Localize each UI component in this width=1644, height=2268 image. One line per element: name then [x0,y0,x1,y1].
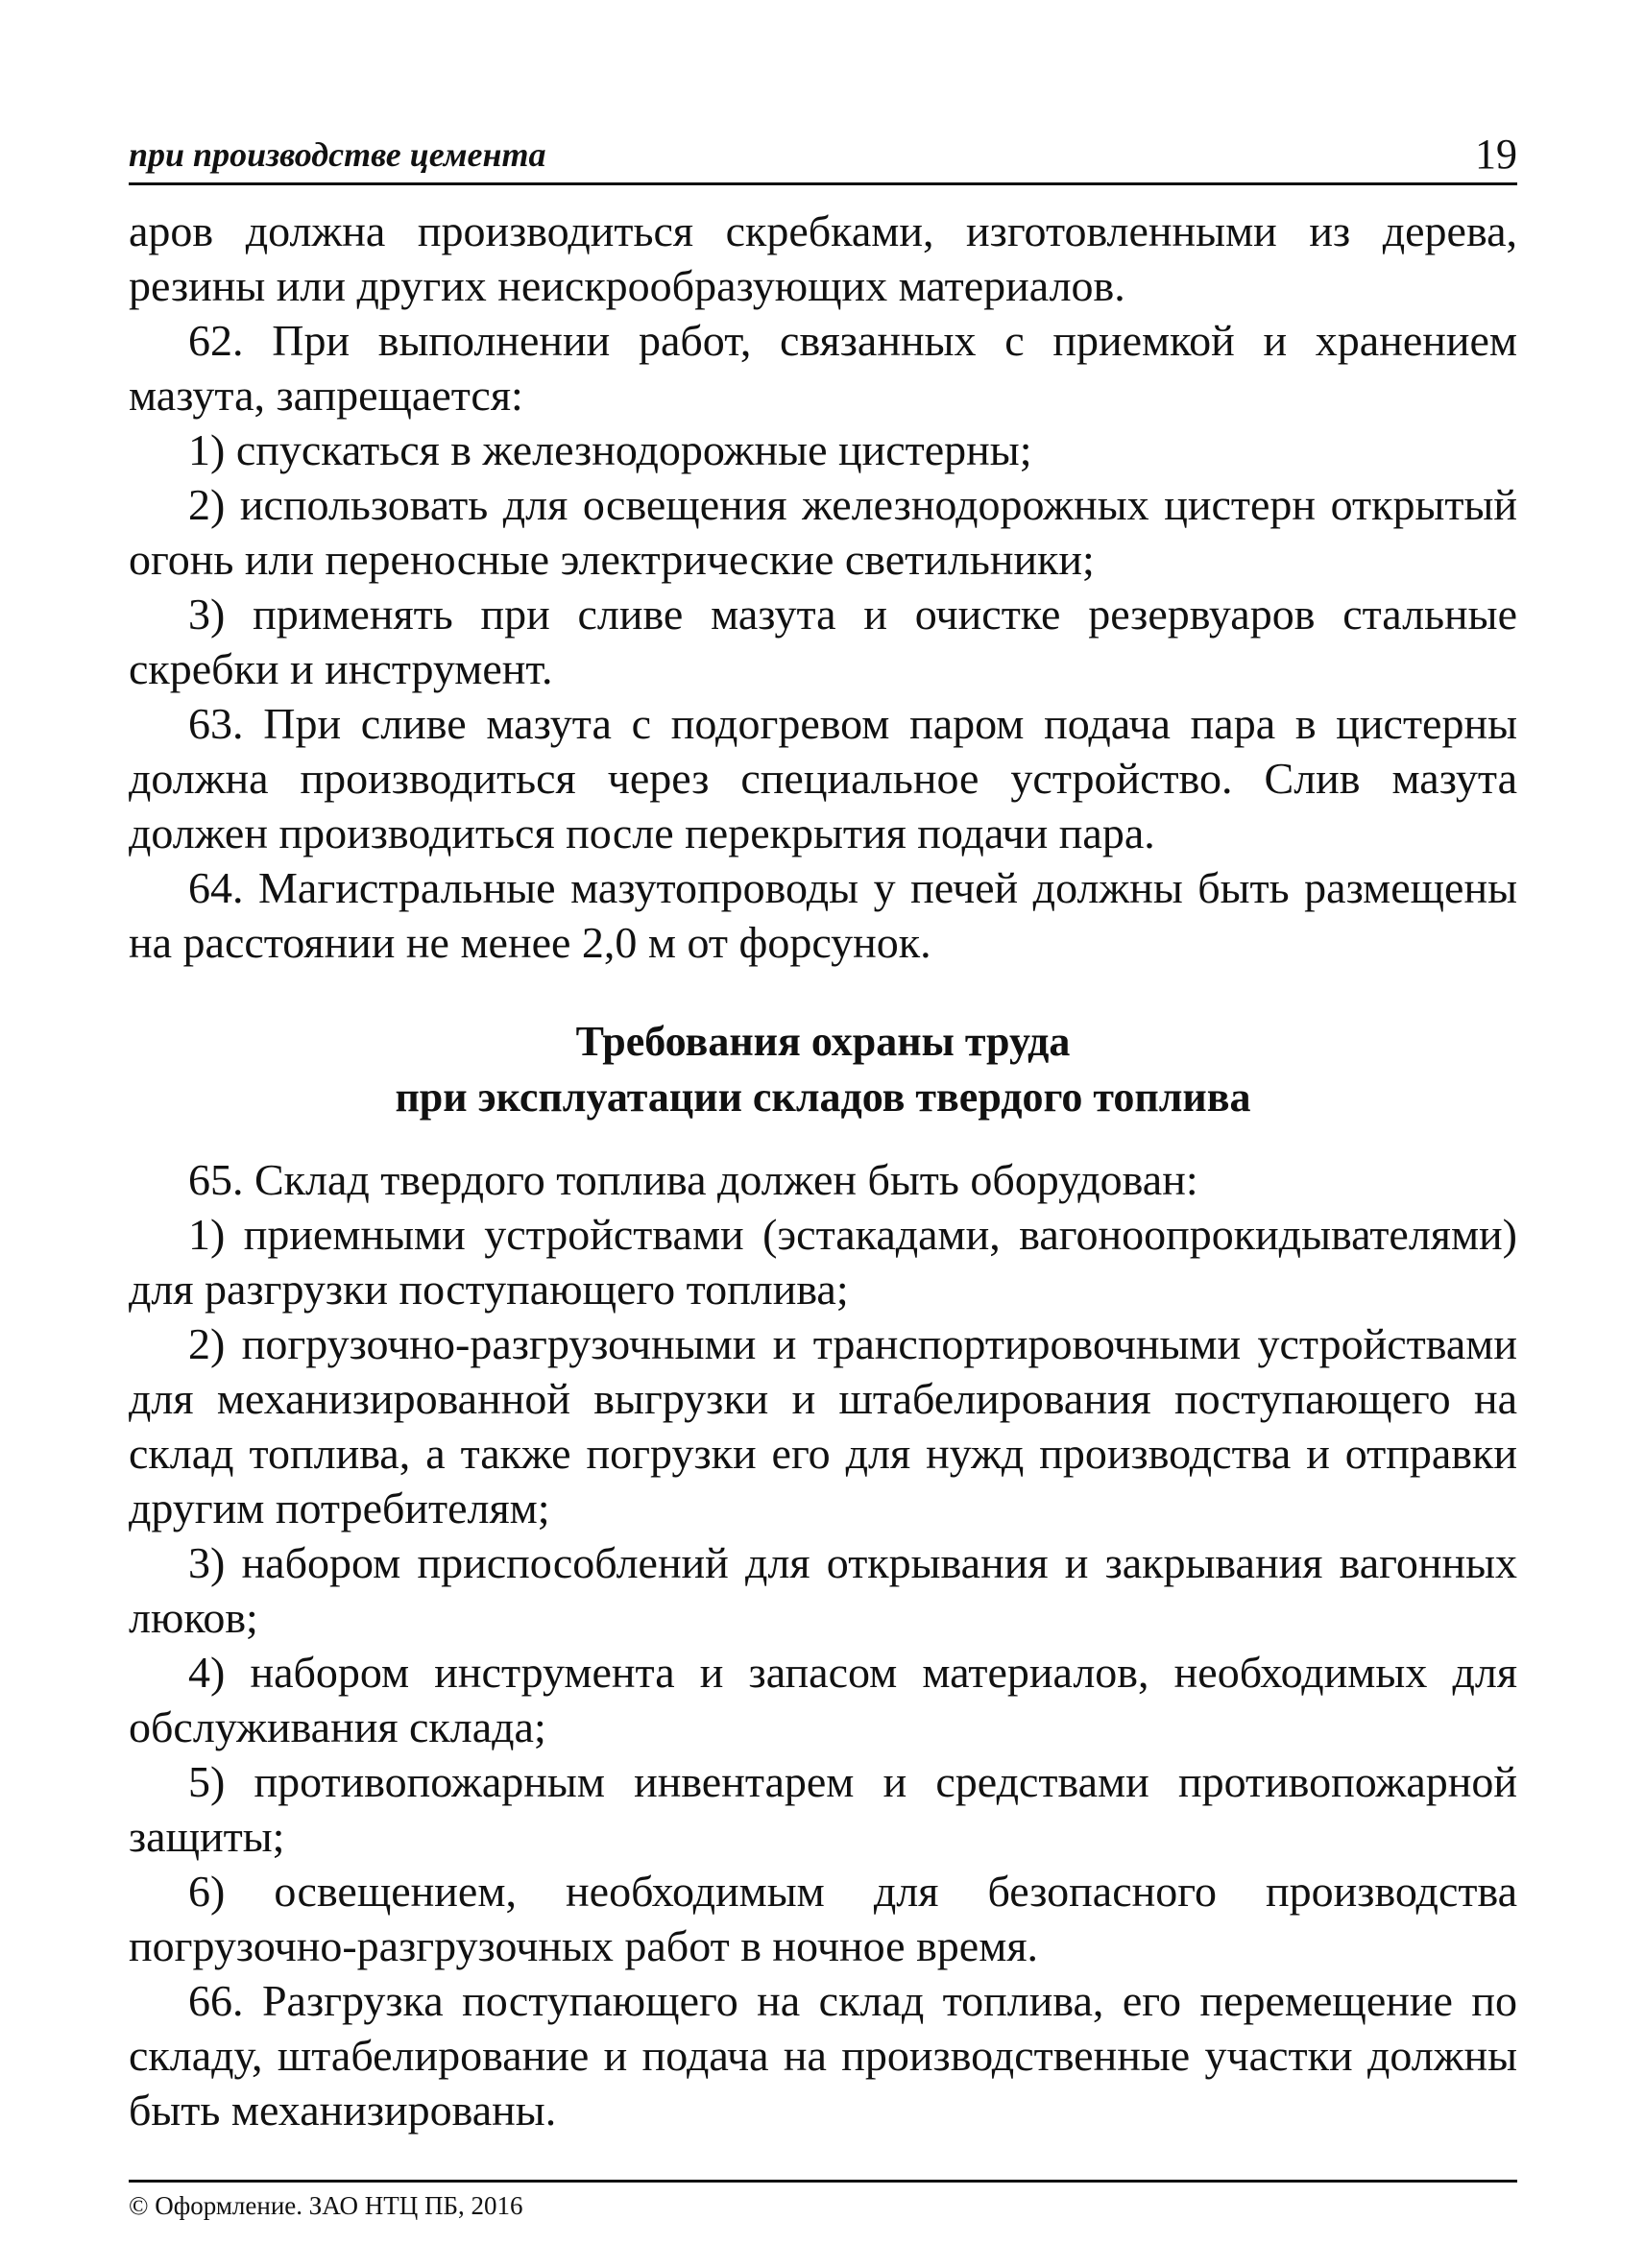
list-item-65-5: 5) противопожарным инвентарем и средствами противопожарной защиты; [129,1757,1517,1861]
paragraph-65: 65. Склад твердого топлива должен быть оборудован: [188,1155,1198,1204]
list-item-65-6: 6) освещением, необходимым для безопасного производства погрузочно-разгрузочных работ в ночное время. [129,1867,1517,1970]
list-item-62-1: 1) спускаться в железнодорожные цистерны; [188,425,1032,474]
running-header-title: при производстве цемента [129,135,546,174]
paragraph-63: 63. При сливе мазута с подогревом паром подача пара в цистерны должна производиться через специальное устройство. Слив мазута должен производиться после перекрытия подачи пара. [129,699,1517,857]
list-item-62-2: 2) использовать для освещения железнодорожных цистерн открытый огонь или переносные электрические светильники; [129,480,1517,584]
running-header [129,127,1517,185]
document-body [129,204,1517,2137]
paragraph-continuation: аров должна производиться скребками, изготовленными из дерева, резины или других неискрообразующих материалов. [129,206,1517,310]
paragraph-66: 66. Разгрузка поступающего на склад топлива, его перемещение по складу, штабелирование и подача на производственные участки должны быть механизированы. [129,1976,1517,2135]
list-item-65-4: 4) набором инструмента и запасом материалов, необходимых для обслуживания склада; [129,1648,1517,1751]
footer-divider [129,2180,1517,2183]
section-heading-line-2: при эксплуатации складов твердого топлива [395,1074,1251,1121]
page-number: 19 [1475,131,1517,178]
paragraph-64: 64. Магистральные мазутопроводы у печей должны быть размещены на расстоянии не менее 2,0 м от форсунок. [129,863,1517,967]
paragraph-62: 62. При выполнении работ, связанных с приемкой и хранением мазута, запрещается: [129,316,1517,420]
list-item-65-3: 3) набором приспособлений для открывания и закрывания вагонных люков; [129,1538,1517,1642]
footer-copyright: © Оформление. ЗАО НТЦ ПБ, 2016 [129,2191,523,2220]
list-item-65-2: 2) погрузочно-разгрузочными и транспортировочными устройствами для механизированной выгрузки и штабелирования поступающего на склад топлива, а также погрузки его для нужд производства и отправки другим потребителям; [129,1319,1517,1532]
section-heading [129,1014,1517,1125]
list-item-65-1: 1) приемными устройствами (эстакадами, вагоноопрокидывателями) для разгрузки поступающего топлива; [129,1210,1517,1314]
section-heading-line-1: Требования охраны труда [575,1018,1071,1065]
list-item-62-3: 3) применять при сливе мазута и очистке резервуаров стальные скребки и инструмент. [129,590,1517,693]
